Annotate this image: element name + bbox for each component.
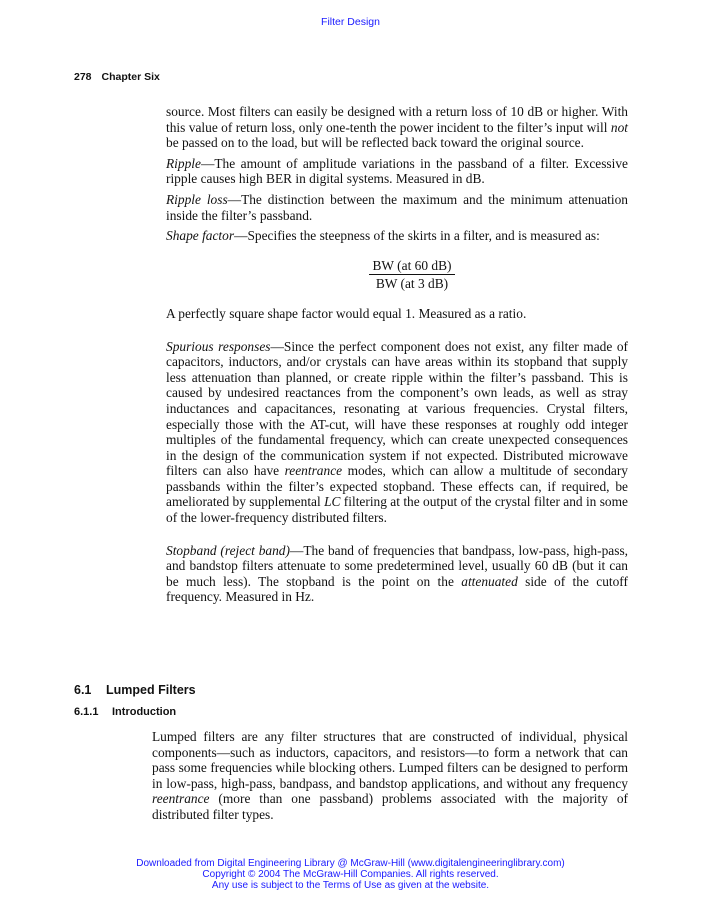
term-ripple: Ripple [166,155,201,171]
section-title: Lumped Filters [106,683,196,697]
introduction-block [152,729,628,823]
footer-download-link[interactable]: Downloaded from Digital Engineering Library @ McGraw-Hill (www.digitalengineeringlibrary.com) [136,858,565,869]
page-number: 278 [74,71,92,83]
definition-shape-factor: Shape factor—Specifies the steepness of the skirts in a filter, and is measured as: [166,228,600,244]
paragraph-return-loss-cont: source. Most filters can easily be designed with a return loss of 10 dB or higher. With this value of return loss, only one-tenth the power incident to the filter’s input will not be passed on to the load, but will be reflected back toward the original source. [166,104,628,151]
fraction-denominator: BW (at 3 dB) [375,276,449,292]
shape-factor-note: A perfectly square shape factor would equal 1. Measured as a ratio. [166,305,527,321]
term-stopband: Stopband (reject band) [166,542,290,558]
definition-stopband: Stopband (reject band)—The band of frequencies that bandpass, low-pass, high-pass, and bandstop filters attenuate to some predetermined level, usually 60 dB (but it can be much less). The stopband is the point on the attenuated side of the cutoff frequency. Measured in Hz. [166,542,628,605]
intro-paragraph: Lumped filters are any filter structures that are constructed of individual, physical components—such as inductors, capacitors, and resistors—to form a network that can pass some frequencies while blocking others. Lumped filters can be designed to perform in low-pass, high-pass, bandpass, and bandstop applications, and without any frequency reentrance (more than one passband) problems associated with the majority of distributed filter types. [152,729,628,822]
section-number: 6.1 [74,683,92,697]
footer-notice [0,858,701,891]
term-ripple-loss: Ripple loss [166,191,228,207]
footer-copyright: Copyright © 2004 The McGraw-Hill Companies. All rights reserved. [202,869,499,880]
term-shape-factor: Shape factor [166,228,235,244]
term-spurious-responses: Spurious responses [166,338,271,354]
fraction [369,258,456,292]
subsection-title: Introduction [112,706,177,718]
chapter-label: Chapter Six [101,71,160,83]
definition-ripple-loss: Ripple loss—The distinction between the maximum and the minimum attenuation inside the filter’s passband. [166,191,628,223]
shape-factor-formula [196,258,628,292]
section-heading-lumped-filters [74,683,196,697]
chapter-title-link[interactable]: Filter Design [321,16,380,28]
definitions-block [166,104,628,610]
fraction-numerator: BW (at 60 dB) [369,258,456,276]
definition-ripple: Ripple—The amount of amplitude variations in the passband of a filter. Excessive ripple causes high BER in digital systems. Measured in dB. [166,155,628,187]
subsection-heading-introduction [74,706,176,718]
definition-spurious-responses: Spurious responses—Since the perfect component does not exist, any filter made of capacitors, inductors, and/or crystals can have areas within its stopband that supply less attenuation than planned, or create ripple within the filter’s passband. This is caused by undesired reactances from the component’s own leads, as well as stray inductances and capacitances, resonating at various frequencies. Crystal filters, especially those with the AT-cut, will have these responses at roughly odd integer multiples of the fundamental frequency, which can create unexpected consequences in the design of the communication system if not expected. Distributed microwave filters can also have reentrance modes, which can allow a multitude of secondary passbands within the filter’s expected stopband. These effects can, if required, be ameliorated by supplemental LC filtering at the output of the crystal filter and in some of the lower-frequency distributed filters. [166,338,628,526]
subsection-number: 6.1.1 [74,706,99,718]
running-head [74,71,160,83]
footer-terms-link[interactable]: Any use is subject to the Terms of Use as given at the website. [211,880,490,891]
